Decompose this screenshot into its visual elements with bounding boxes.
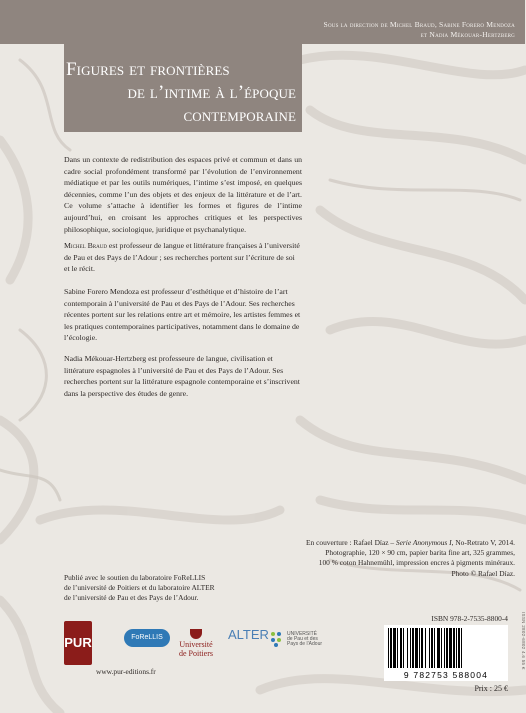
pur-logo: PUR xyxy=(64,621,92,665)
publisher-website: www.pur-editions.fr xyxy=(96,667,156,676)
support-line-3: de l’université de Pau et des Pays de l’Adour. xyxy=(64,593,199,603)
bio-michel-braud xyxy=(64,240,302,275)
bio-nadia-mekouar: Nadia Mékouar-Hertzberg est professeure de langue, civilisation et littérature espagnoles à l’université de Pau et des Pays de l’Adour. Ses recherches portent sur la littérature espagnole contemporaine et s’inscrivent dans la perspective des études de genre. xyxy=(64,354,300,398)
cover-credit-line-4: Photo © Rafael Díaz. xyxy=(451,568,515,578)
book-title-box xyxy=(64,44,302,132)
book-summary: Dans un contexte de redistribution des espaces privé et commun et dans un cadre social profondément transformé par l’évolution de l’environnement médiatique et par les outils numériques, l’intime s’est imposé, en quelques décennies, comme l’un des objets et des enjeux de la littérature et de l’art. Ce volume s’attache à identifier les formes et figures de l’intime aujourd’hui, en croisant les approches critiques et les perspectives philosophique, sociologique, juridique et psychanalytique. xyxy=(64,155,302,234)
book-title-line-1: Figures et frontières xyxy=(66,59,230,80)
uppa-line-2: de Pau et des xyxy=(287,636,318,642)
uppa-logo-text xyxy=(287,632,322,647)
editors-line-1: Sous la direction de Michel Braud, Sabine Forero Mendoza xyxy=(323,20,515,29)
barcode-digits: 9 782753 588004 xyxy=(403,670,489,680)
book-title-line-3: contemporaine xyxy=(183,105,296,126)
barcode-bars xyxy=(388,628,504,668)
cover-credit-line-1 xyxy=(265,538,515,548)
uppa-dots-icon xyxy=(270,631,284,647)
bio-sabine-forero: Sabine Forero Mendoza est professeur d’esthétique et d’histoire de l’art contemporain à l’université de Pau et des Pays de l’Adour. Ses recherches récentes portent sur les relations entre art et mémoire, les artistes femmes et les pratiques contemporaines participatives, notamment dans le domaine de l’écologie. xyxy=(64,287,301,343)
partner-logos xyxy=(64,617,329,667)
editors-line-2: et Nadia Mékouar-Hertzberg xyxy=(420,30,515,39)
alter-logo-text: ALTER xyxy=(228,627,269,642)
cover-credit-line-3: 100 % coton Hahnemühl, impression encres à pigments minéraux. xyxy=(318,558,515,568)
uppa-logo xyxy=(270,629,330,649)
price: Prix : 25 € xyxy=(474,684,508,693)
poitiers-logo-line-1: Université xyxy=(179,640,213,649)
support-notice xyxy=(64,573,264,604)
cover-credit xyxy=(265,538,515,579)
bio-braud-name: Michel Braud xyxy=(64,241,107,250)
uppa-line-1: UNIVERSITÉ xyxy=(287,631,318,637)
alter-logo xyxy=(228,627,269,642)
side-code: ISSN 2802-6802 4.6 55 € xyxy=(521,612,526,670)
forellis-logo: FoReLLIS xyxy=(124,629,170,647)
isbn: ISBN 978-2-7535-8800-4 xyxy=(431,614,508,623)
support-line-2: de l’université de Poitiers et du laboratoire ALTER xyxy=(64,583,215,593)
cover-credit-line-2: Photographie, 120 × 90 cm, papier barita fine art, 325 grammes, xyxy=(325,548,515,558)
book-title-line-2: de l’intime à l’époque xyxy=(127,82,296,103)
cover-credit-series: Serie Anonymous I xyxy=(395,538,452,547)
bio-braud-text: est professeur de langue et littérature françaises à l’université de Pau et des Pays de l’Adour ; ses recherches portent sur l’écriture de soi et le récit. xyxy=(64,241,300,274)
cover-credit-prefix: En couverture : Rafael Díaz – xyxy=(306,538,396,547)
barcode-area xyxy=(384,614,512,693)
support-line-1: Publié avec le soutien du laboratoire FoReLLIS xyxy=(64,573,206,582)
poitiers-crest-icon xyxy=(190,629,202,639)
uppa-line-3: Pays de l’Adour xyxy=(287,641,323,647)
barcode xyxy=(384,625,508,681)
poitiers-logo-line-2: de Poitiers xyxy=(179,649,213,658)
universite-poitiers-logo xyxy=(174,629,218,658)
editors-credit xyxy=(215,20,515,40)
cover-credit-suffix: , No-Retrato V, 2014. xyxy=(451,538,515,547)
header-band xyxy=(0,0,525,44)
